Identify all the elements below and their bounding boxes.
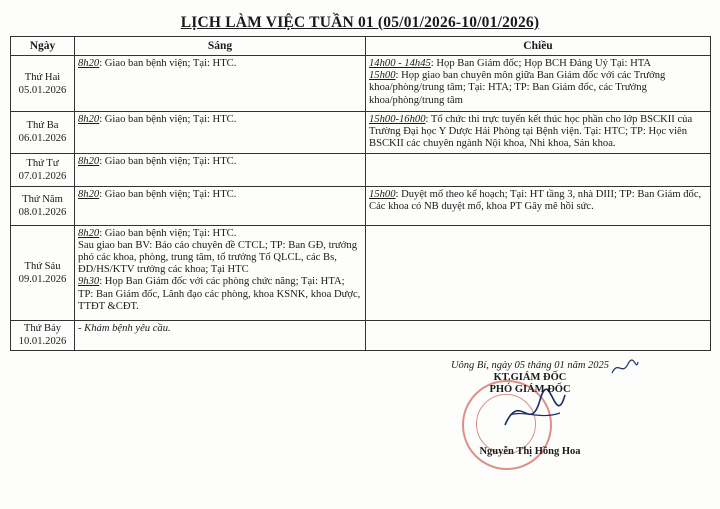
schedule-entry <box>369 58 707 70</box>
morning-cell <box>75 56 366 112</box>
day-cell <box>11 56 75 112</box>
entry-text: Sau giao ban BV: Báo cáo chuyên đề CTCL; TP: Ban GĐ, trưởng phó các khoa, phòng, trung tâm, tổ trưởng Tổ QLCL, các Bs, ĐD/HS/KTV trưởng các khoa; Tại HTC <box>78 239 357 276</box>
day-cell <box>11 153 75 186</box>
page-title: LỊCH LÀM VIỆC TUẦN 01 (05/01/2026-10/01/2026) <box>180 14 540 31</box>
entry-time: 8h20 <box>78 155 100 167</box>
schedule-entry <box>78 114 362 126</box>
day-name: Thứ Hai <box>24 71 61 83</box>
table-row <box>11 112 711 154</box>
day-name: Thứ Bảy <box>23 323 62 335</box>
entry-time: 8h20 <box>78 58 100 69</box>
day-name: Thứ Ba <box>26 120 59 132</box>
schedule-table <box>10 36 711 351</box>
entry-text: : Giao ban bệnh viện; Tại: HTC. <box>99 227 237 239</box>
day-name: Thứ Sáu <box>24 260 61 272</box>
morning-cell <box>75 320 366 350</box>
entry-text: : Tổ chức thi trực tuyến kết thúc học phần cho lớp BSCKII của Trường Đại học Y Dược Hải Phòng tại Bệnh viện. Tại: HTC; TP: Học viên BSCKII các chuyên ngành Nội khoa, Nhi khoa, Sản khoa. <box>369 114 693 150</box>
day-date: 06.01.2026 <box>18 133 67 145</box>
morning-cell <box>75 112 366 154</box>
header-morning: Sáng <box>75 37 366 56</box>
signature-place-date: Uông Bí, ngày 05 tháng 01 năm 2025 <box>450 360 610 371</box>
table-row <box>11 186 711 225</box>
signature-role-2: PHÓ GIÁM ĐỐC <box>489 384 571 395</box>
day-date: 09.01.2026 <box>18 273 67 285</box>
entry-text: : Họp giao ban chuyên môn giữa Ban Giám đốc với các Trưởng khoa/phòng/trung tâm; Tại: HTA; TP: Ban Giám đốc, các Trưởng khoa/phòng/trung tâm <box>369 70 666 106</box>
schedule-entry <box>78 189 362 201</box>
entry-text: : Họp Ban Giám đốc; Họp BCH Đảng Uỷ Tại: HTA <box>430 58 652 69</box>
table-header-row <box>11 37 711 56</box>
signature-block <box>420 360 640 458</box>
day-date: 07.01.2026 <box>18 170 67 182</box>
schedule-entry <box>78 156 362 168</box>
afternoon-cell <box>366 186 711 225</box>
day-cell <box>11 320 75 350</box>
day-cell <box>11 186 75 225</box>
entry-time: 9h30 <box>78 276 100 288</box>
table-row <box>11 320 711 350</box>
signature-role-1: KT.GIÁM ĐỐC <box>493 372 567 383</box>
day-name: Thứ Năm <box>22 193 63 205</box>
entry-time: 15h00-16h00 <box>369 114 426 125</box>
day-date: 10.01.2026 <box>18 336 67 348</box>
schedule-entry <box>369 70 707 107</box>
schedule-entry <box>369 189 707 213</box>
afternoon-cell <box>366 153 711 186</box>
entry-time: 8h20 <box>78 188 100 200</box>
afternoon-cell <box>366 320 711 350</box>
entry-text: : Giao ban bệnh viện; Tại: HTC. <box>99 155 237 167</box>
schedule-entry <box>78 228 362 240</box>
entry-time: 8h20 <box>78 227 100 239</box>
day-name: Thứ Tư <box>26 157 59 169</box>
morning-cell <box>75 153 366 186</box>
schedule-entry <box>78 276 362 313</box>
schedule-entry <box>369 114 707 151</box>
entry-time: 15h00 <box>369 188 396 200</box>
day-date: 08.01.2026 <box>18 206 67 218</box>
schedule-entry <box>78 240 362 277</box>
table-row <box>11 56 711 112</box>
day-cell <box>11 225 75 320</box>
entry-text: : Họp Ban Giám đốc với các phòng chức năng; Tại: HTA; TP: Ban Giám đốc, Lãnh đạo các phòng, khoa KSNK, khoa Dược, TTĐT &CĐT. <box>78 276 361 312</box>
header-afternoon: Chiều <box>366 37 711 56</box>
table-row <box>11 225 711 320</box>
entry-text: : Giao ban bệnh viện; Tại: HTC. <box>99 58 237 69</box>
afternoon-cell <box>366 225 711 320</box>
schedule-entry <box>78 323 362 335</box>
entry-text: : Giao ban bệnh viện; Tại: HTC. <box>99 188 237 200</box>
entry-time: 8h20 <box>78 114 100 125</box>
entry-time: 14h00 - 14h45 <box>369 58 431 69</box>
table-row <box>11 153 711 186</box>
header-day: Ngày <box>11 37 75 56</box>
entry-text: : Duyệt mổ theo kế hoạch; Tại: HT tầng 3, nhà DIII; TP: Ban Giám đốc, Các khoa có NB duyệt mổ, khoa PT Gây mê hồi sức. <box>369 188 702 212</box>
schedule-entry <box>78 58 362 70</box>
entry-time: 15h00 <box>369 70 396 82</box>
entry-text: : Giao ban bệnh viện; Tại: HTC. <box>99 114 237 125</box>
entry-text: - Khám bệnh yêu cầu. <box>78 322 171 334</box>
day-date: 05.01.2026 <box>18 84 67 96</box>
signature-name: Nguyễn Thị Hồng Hoa <box>479 446 581 457</box>
afternoon-cell <box>366 56 711 112</box>
afternoon-cell <box>366 112 711 154</box>
day-cell <box>11 112 75 154</box>
morning-cell <box>75 225 366 320</box>
morning-cell <box>75 186 366 225</box>
